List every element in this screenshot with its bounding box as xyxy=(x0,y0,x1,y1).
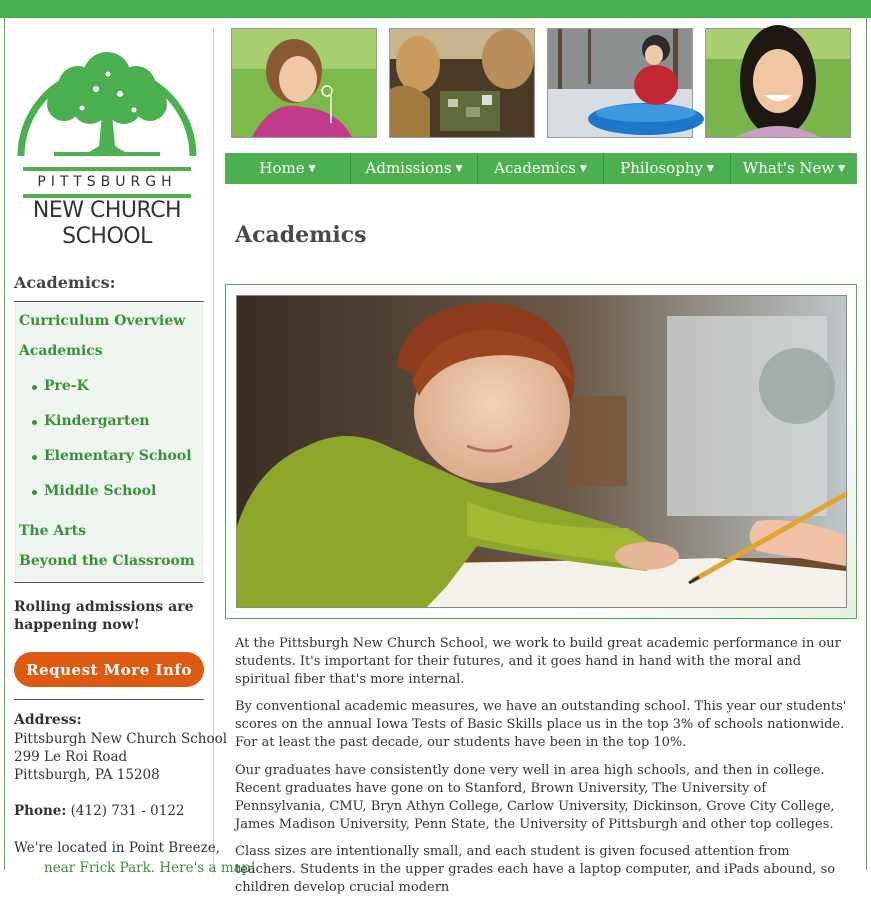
nav-admissions[interactable] xyxy=(351,153,477,184)
nav-home[interactable] xyxy=(225,153,350,184)
sidebar-item-beyond-the-classroom[interactable]: Beyond the Classroom xyxy=(19,553,195,569)
nav-academics-label: Academics xyxy=(494,159,576,177)
school-logo[interactable] xyxy=(16,34,198,252)
top-bar xyxy=(0,0,871,18)
nav-home-label: Home xyxy=(259,159,305,177)
rolling-admissions-note: Rolling admissions are happening now! xyxy=(14,599,194,633)
sidebar-item-pre-k[interactable]: Pre-K xyxy=(44,378,89,394)
header-photo-girl-bubbles xyxy=(231,28,377,138)
chevron-down-icon: ▼ xyxy=(838,164,846,174)
bullet-icon xyxy=(32,420,37,425)
body-paragraph: Class sizes are intentionally small, and each student is given focused attention from teachers. Students in the upper grades each have a laptop computer, and iPads abound, so children develop crucial modern xyxy=(235,844,836,895)
location-note: We're located in Point Breeze, xyxy=(14,840,221,856)
chevron-down-icon: ▼ xyxy=(579,164,587,174)
sidebar-item-academics[interactable]: Academics xyxy=(19,343,103,359)
tree-icon xyxy=(16,34,198,164)
address-label: Address: xyxy=(14,712,82,728)
logo-line-1: PITTSBURGH xyxy=(37,174,177,190)
bullet-icon xyxy=(32,385,37,390)
phone-label: Phone: xyxy=(14,803,67,819)
header-photo-sledding xyxy=(547,28,693,138)
nav-philosophy[interactable] xyxy=(604,153,730,184)
hero-photo-boy-writing xyxy=(236,295,847,608)
phone-number xyxy=(14,803,185,819)
address-line: Pittsburgh, PA 15208 xyxy=(14,767,160,783)
bullet-icon xyxy=(32,455,37,460)
nav-academics[interactable] xyxy=(478,153,603,184)
frame-border-right xyxy=(866,18,867,870)
request-info-button[interactable]: Request More Info xyxy=(14,652,204,687)
chevron-down-icon: ▼ xyxy=(308,164,316,174)
sidebar-item-middle-school[interactable]: Middle School xyxy=(44,483,157,499)
body-paragraph: By conventional academic measures, we have an outstanding school. This year our students' scores on the annual Iowa Tests of Basic Skills place us in the top 3% of schools nationwide. For at least the past decade, our students have been in the top 10%. xyxy=(235,699,847,750)
main-nav xyxy=(225,153,857,184)
logo-line-2: NEW CHURCH xyxy=(32,198,182,223)
nav-admissions-label: Admissions xyxy=(365,159,452,177)
sidebar-divider xyxy=(14,301,204,302)
phone-value: (412) 731 - 0122 xyxy=(70,803,185,819)
nav-whats-new[interactable] xyxy=(731,153,857,184)
map-link[interactable]: near Frick Park. Here's a map! xyxy=(44,860,256,876)
chevron-down-icon: ▼ xyxy=(455,164,463,174)
header-photo-smiling-girl xyxy=(705,28,851,138)
sidebar-divider xyxy=(14,582,204,583)
sidebar-divider xyxy=(14,699,204,700)
body-paragraph: Our graduates have consistently done very well in area high schools, and then in college. Recent graduates have gone on to Stanford, Brown University, The University of Pennsylvania, CMU, Bryn Athyn College, Carlow University, Dickinson, Grove City College, James Madison University, Penn State, the University of Pittsburgh and other top colleges. xyxy=(235,763,835,832)
nav-philosophy-label: Philosophy xyxy=(620,159,703,177)
sidebar-heading: Academics: xyxy=(14,273,116,292)
sidebar-item-elementary-school[interactable]: Elementary School xyxy=(44,448,192,464)
sidebar-item-the-arts[interactable]: The Arts xyxy=(19,523,86,539)
address-line: Pittsburgh New Church School xyxy=(14,731,228,747)
nav-whats-new-label: What's New xyxy=(742,159,835,177)
bullet-icon xyxy=(32,490,37,495)
address-line: 299 Le Roi Road xyxy=(14,749,128,765)
frame-border-left xyxy=(4,18,5,870)
chevron-down-icon: ▼ xyxy=(706,164,714,174)
logo-line-3: SCHOOL xyxy=(62,224,152,249)
sidebar-item-kindergarten[interactable]: Kindergarten xyxy=(44,413,150,429)
logo-rule-top xyxy=(23,167,191,171)
header-photo-students-project xyxy=(389,28,535,138)
page-title: Academics xyxy=(235,222,367,248)
sidebar-item-curriculum-overview[interactable]: Curriculum Overview xyxy=(19,313,186,329)
body-paragraph: At the Pittsburgh New Church School, we work to build great academic performance in our students. It's important for their futures, and it goes hand in hand with the moral and spiritual fiber that's more internal. xyxy=(235,636,841,687)
